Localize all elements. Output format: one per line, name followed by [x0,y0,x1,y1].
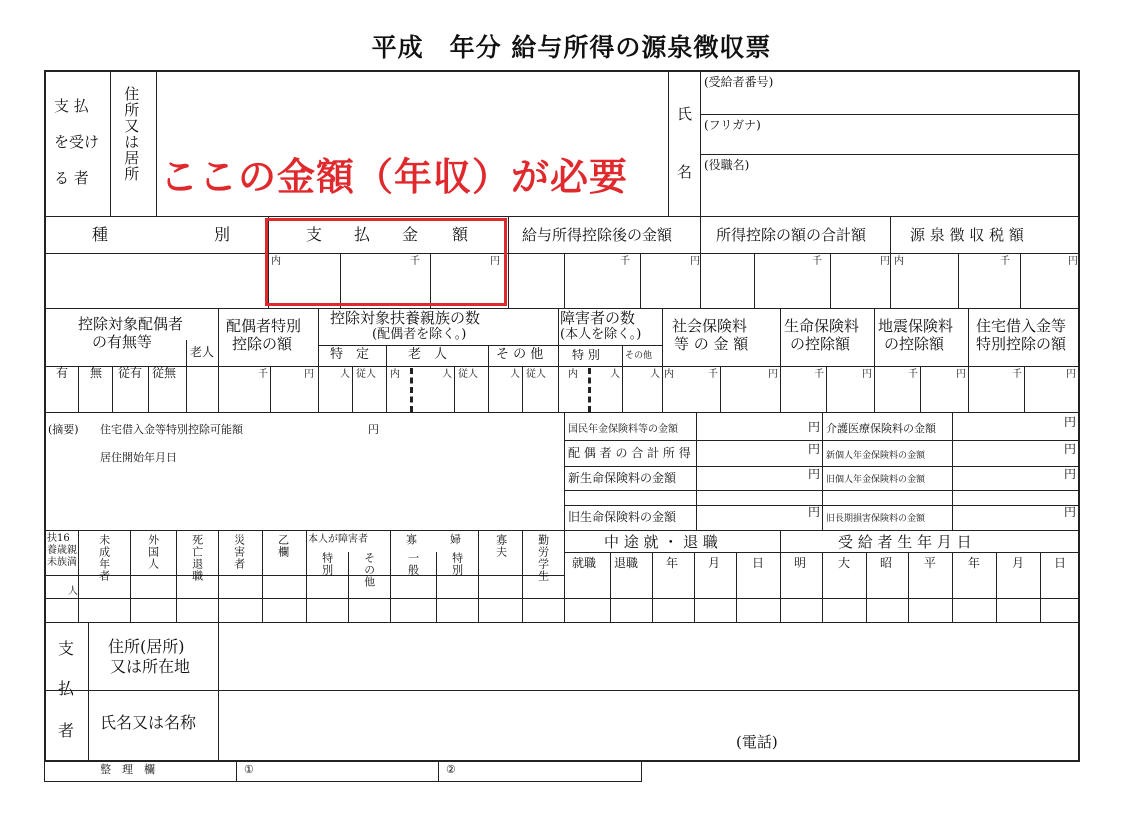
name-label: 氏 [677,105,693,123]
mid-day: 日 [752,556,765,570]
spouse-label: 控除対象配偶者 [78,315,184,333]
quake-label-2: の控除額 [884,335,945,353]
unit-sen: 千 [1000,256,1010,267]
new-life-label: 新生命保険料の金額 [568,471,677,485]
unit-uchi: 内 [664,369,674,380]
widow-label: 寡 [406,533,417,546]
other-label: そ の 他 [496,347,544,362]
birth-month: 月 [1012,556,1025,570]
disabled-label: 障害者の数 [560,309,636,327]
mid-month: 月 [708,556,721,570]
col-student: 勤労学生 [536,534,550,582]
elderly-label: 老人 [190,345,215,359]
payer-address-label-2: 又は所在地 [110,657,191,676]
person-label: 人 [442,369,452,380]
payer-char-1: 支 [58,639,75,658]
unit-sen: 千 [812,256,822,267]
unit-sen: 千 [410,256,420,267]
unit-en: 円 [1064,505,1077,519]
spouse-special-label: 配偶者特別 [226,317,302,335]
withholding-label: 源 泉 徴 収 税 額 [910,226,1024,244]
mid-header: 中 途 就 ・ 退 職 [604,533,718,551]
dependents-sub-label: (配偶者を除く。) [372,327,467,342]
unit-en: 円 [880,256,890,267]
col-special: 特別 [320,552,334,576]
housing-label: 住宅借入金等 [976,317,1067,335]
payment-char-1: 支 [306,225,323,244]
unit-en: 円 [808,420,821,434]
dependent-person-label: 従人 [526,369,546,380]
dependent-person-label: 従人 [458,369,478,380]
old-label: 老 人 [408,347,448,362]
page-title: 平成 年分 給与所得の源泉徴収票 [371,33,772,62]
col-death: 死亡退職 [190,534,204,582]
unit-en: 円 [1068,256,1078,267]
address-label: 住所又は居所 [122,86,141,182]
housing-label-2: 特別控除の額 [976,335,1067,353]
birth-year: 年 [968,556,981,570]
mid-retire: 退職 [614,556,639,570]
dependent-label: 従有 [118,366,143,380]
type-label: 種 [92,225,109,244]
unit-en: 円 [1064,467,1077,481]
unit-en: 円 [1064,415,1077,429]
person-label: 人 [68,586,78,597]
footer-mark-1: ① [244,763,254,776]
label-person: る 者 [54,169,89,187]
unit-sen: 千 [1012,369,1022,380]
new-pension-label: 新個人年金保険料の金額 [826,451,926,461]
type-label-2: 別 [214,225,231,244]
payment-char-2: 払 [354,225,371,244]
unit-sen: 千 [708,369,718,380]
self-disabled-label: 本人が障害者 [308,534,368,545]
quake-label: 地震保険料 [878,317,954,335]
social-label-2: 等 の 金 額 [674,335,749,353]
has-label: 有 [56,366,69,380]
residence-start-label: 居住開始年月日 [100,451,177,464]
label-receive: を受け [54,133,100,151]
birth-heisei: 平 [924,556,937,570]
col-general: 一般 [406,552,420,576]
total-deduction-label: 所得控除の額の合計額 [716,226,867,244]
birth-header: 受 給 者 生 年 月 日 [838,533,972,551]
none-label: 無 [90,366,103,380]
col-other: その他 [362,552,376,588]
person-label: 人 [340,369,350,380]
mid-job: 就職 [572,556,597,570]
position-label: (役職名) [704,158,750,172]
recipient-number-label: (受給者番号) [704,75,774,89]
highlight-box [265,218,507,306]
summary-label: (摘要) [48,423,79,436]
person-label: 人 [650,369,660,380]
payer-address-label: 住所(居所) [108,637,185,656]
person-label: 人 [610,369,620,380]
unit-sen: 千 [814,369,824,380]
long-term-label: 旧長期損害保険料の金額 [826,514,926,524]
payer-phone-label: (電話) [736,733,778,751]
col-otsu: 乙欄 [276,534,290,558]
unit-en: 円 [768,369,778,380]
life-label: 生命保険料 [784,317,860,335]
birth-taisho: 大 [838,556,851,570]
mid-year: 年 [666,556,679,570]
birth-showa: 昭 [880,556,893,570]
name-sub-label: 名 [677,163,693,181]
national-pension-label: 国民年金保険料等の金額 [568,424,678,435]
col-dependents-16: 扶16養歳親未族満 [47,533,77,568]
col-special-widow: 特別 [450,552,464,576]
unit-en: 円 [690,256,700,267]
unit-sen: 千 [620,256,630,267]
unit-en: 円 [862,369,872,380]
payment-char-4: 額 [452,225,469,244]
col-minor: 未成年者 [97,534,111,582]
unit-sen: 千 [258,369,268,380]
footer-label: 整 理 欄 [100,763,155,776]
unit-en: 円 [808,467,821,481]
birth-day: 日 [1054,556,1067,570]
dependent-none-label: 従無 [152,366,177,380]
social-label: 社会保険料 [672,317,748,335]
payer-name-label: 氏名又は名称 [100,713,197,732]
other-small-label: その他 [625,351,653,361]
payer-char-3: 者 [58,721,75,740]
old-pension-label: 旧個人年金保険料の金額 [826,475,926,485]
specific-label: 特 定 [330,347,370,362]
payer-char-2: 払 [58,679,75,698]
spouse-special-label-2: 控除の額 [232,335,293,353]
unit-en: 円 [808,442,821,456]
payment-char-3: 金 [402,225,419,244]
care-label: 介護医療保険料の金額 [826,422,936,435]
unit-uchi: 内 [568,369,578,380]
unit-sen: 千 [908,369,918,380]
unit-en: 円 [304,369,314,380]
unit-uchi: 内 [390,369,400,380]
unit-en: 円 [368,423,379,436]
housing-possible-label: 住宅借入金等特別控除可能額 [100,423,243,436]
life-label-2: の控除額 [790,335,851,353]
after-deduction-label: 給与所得控除後の金額 [522,226,673,244]
birth-meiji: 明 [794,556,807,570]
unit-en: 円 [1064,442,1077,456]
old-life-label: 旧生命保険料の金額 [568,510,677,524]
col-foreign: 外国人 [146,534,160,570]
unit-en: 円 [956,369,966,380]
unit-en: 円 [1066,369,1076,380]
special-label: 特 別 [572,348,600,362]
label-pay: 支 払 [54,97,89,115]
dependents-label: 控除対象扶養親族の数 [330,309,481,327]
unit-uchi: 内 [271,256,281,267]
furigana-label: (フリガナ) [704,118,761,132]
widow-label-2: 婦 [450,533,461,546]
unit-en: 円 [808,505,821,519]
unit-en: 円 [490,256,500,267]
spouse-income-label: 配 偶 者 の 合 計 所 得 [568,446,691,460]
annotation-text: ここの金額（年収）が必要 [160,155,629,199]
person-label: 人 [510,369,520,380]
col-disaster: 災害者 [232,534,246,570]
dependent-person-label: 従人 [356,369,376,380]
spouse-label-2: の有無等 [92,333,153,351]
disabled-sub-label: (本人を除く。) [560,327,642,342]
footer-mark-2: ② [446,763,456,776]
col-widower: 寡夫 [494,534,508,558]
unit-uchi: 内 [894,256,904,267]
